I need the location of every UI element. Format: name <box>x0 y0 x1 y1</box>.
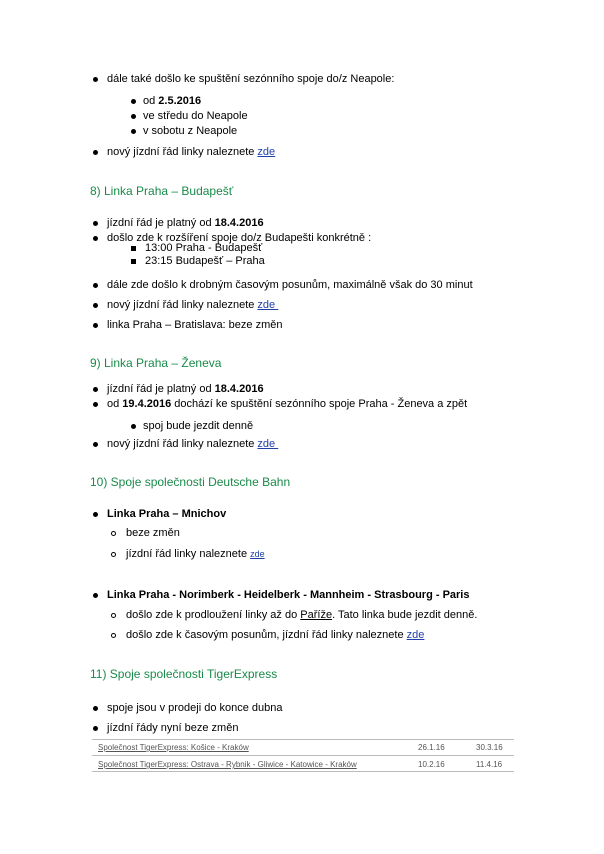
item-text: od <box>143 95 159 107</box>
bullet <box>131 424 136 429</box>
list-item <box>143 94 201 108</box>
item-text: jízdní řád linky naleznete <box>126 548 251 560</box>
list-item <box>107 145 275 159</box>
list-item <box>107 437 278 451</box>
list-item: spoje jsou v prodeji do konce dubna <box>107 702 283 714</box>
list-item: ve středu do Neapole <box>143 110 248 122</box>
bullet <box>93 323 98 328</box>
table-divider <box>92 771 514 772</box>
item-text: jízdní řád je platný od <box>107 217 215 229</box>
item-text: . Tato linka bude jezdit denně. <box>332 609 478 621</box>
timetable-link[interactable]: zde <box>250 549 265 559</box>
hollow-bullet <box>111 531 116 536</box>
list-item <box>126 547 265 561</box>
bullet <box>93 221 98 226</box>
item-text: od <box>107 398 123 410</box>
city-name: Paříže <box>300 609 333 621</box>
list-item: linka Praha – Bratislava: beze změn <box>107 319 283 331</box>
hollow-bullet <box>111 613 116 618</box>
timetable-link[interactable]: zde <box>257 299 279 311</box>
bullet <box>93 303 98 308</box>
list-item: dále zde došlo k drobným časovým posunům, maximálně však do 30 minut <box>107 279 473 291</box>
date-value: 19.4.2016 <box>122 398 172 410</box>
item-text: jízdní řád je platný od <box>107 383 215 395</box>
bullet <box>131 114 136 119</box>
item-text: došlo zde k časovým posunům, jízdní řád linky naleznete <box>126 629 407 641</box>
bullet <box>93 593 98 598</box>
route-title: Linka Praha - Norimberk - Heidelberk - Mannheim - Strasbourg - Paris <box>107 589 470 601</box>
timetable-link[interactable]: zde <box>257 146 276 158</box>
item-text: nový jízdní řád linky naleznete <box>107 438 258 450</box>
bullet <box>93 442 98 447</box>
date-value: 18.4.2016 <box>214 383 264 395</box>
section-heading: 10) Spoje společnosti Deutsche Bahn <box>90 475 291 489</box>
date-value: 2.5.2016 <box>158 95 202 107</box>
list-item: dále také došlo ke spuštění sezónního spoje do/z Neapole: <box>107 73 395 85</box>
valid-from: 10.2.16 <box>418 760 445 769</box>
list-item <box>107 216 264 230</box>
hollow-bullet <box>111 552 116 557</box>
list-item: došlo zde k rozšíření spoje do/z Budapešti konkrétně : <box>107 232 372 244</box>
hollow-bullet <box>111 633 116 638</box>
list-item: jízdní řády nyní beze změn <box>107 722 239 734</box>
list-item: 13:00 Praha - Budapešť <box>145 242 263 254</box>
table-divider <box>92 755 514 756</box>
list-item <box>126 628 424 642</box>
bullet <box>93 283 98 288</box>
list-item <box>126 608 477 622</box>
timetable-link[interactable]: zde <box>257 438 279 450</box>
list-item: beze změn <box>126 527 180 539</box>
bullet <box>93 402 98 407</box>
bullet <box>93 726 98 731</box>
valid-to: 30.3.16 <box>476 743 503 752</box>
section-heading: 9) Linka Praha – Ženeva <box>90 356 222 370</box>
date-value: 18.4.2016 <box>214 217 264 229</box>
square-bullet <box>131 259 136 264</box>
bullet <box>93 236 98 241</box>
list-item <box>107 298 278 312</box>
list-item: 23:15 Budapešť – Praha <box>145 255 265 267</box>
item-text: nový jízdní řád linky naleznete <box>107 299 258 311</box>
bullet <box>131 99 136 104</box>
list-item <box>107 397 467 411</box>
section-heading: 11) Spoje společnosti TigerExpress <box>90 667 278 681</box>
bullet <box>93 77 98 82</box>
bullet <box>93 512 98 517</box>
list-item: v sobotu z Neapole <box>143 125 238 137</box>
table-divider <box>92 739 514 740</box>
square-bullet <box>131 246 136 251</box>
valid-to: 11.4.16 <box>476 760 503 769</box>
route-name[interactable]: Společnost TigerExpress: Košice - Kraków <box>98 743 249 752</box>
bullet <box>93 387 98 392</box>
route-title: Linka Praha – Mnichov <box>107 508 227 520</box>
item-text: nový jízdní řád linky naleznete <box>107 146 258 158</box>
valid-from: 26.1.16 <box>418 743 445 752</box>
bullet <box>131 129 136 134</box>
item-text: došlo zde k prodloužení linky až do <box>126 609 301 621</box>
item-text: dochází ke spuštění sezónního spoje Praha - Ženeva a zpět <box>171 398 468 410</box>
bullet <box>93 706 98 711</box>
bullet <box>93 150 98 155</box>
list-item: spoj bude jezdit denně <box>143 420 254 432</box>
section-heading: 8) Linka Praha – Budapešť <box>90 184 234 198</box>
timetable-link[interactable]: zde <box>406 629 425 641</box>
route-name[interactable]: Společnost TigerExpress: Ostrava - Rybnik - Gliwice - Katowice - Kraków <box>98 760 357 769</box>
list-item <box>107 382 264 396</box>
